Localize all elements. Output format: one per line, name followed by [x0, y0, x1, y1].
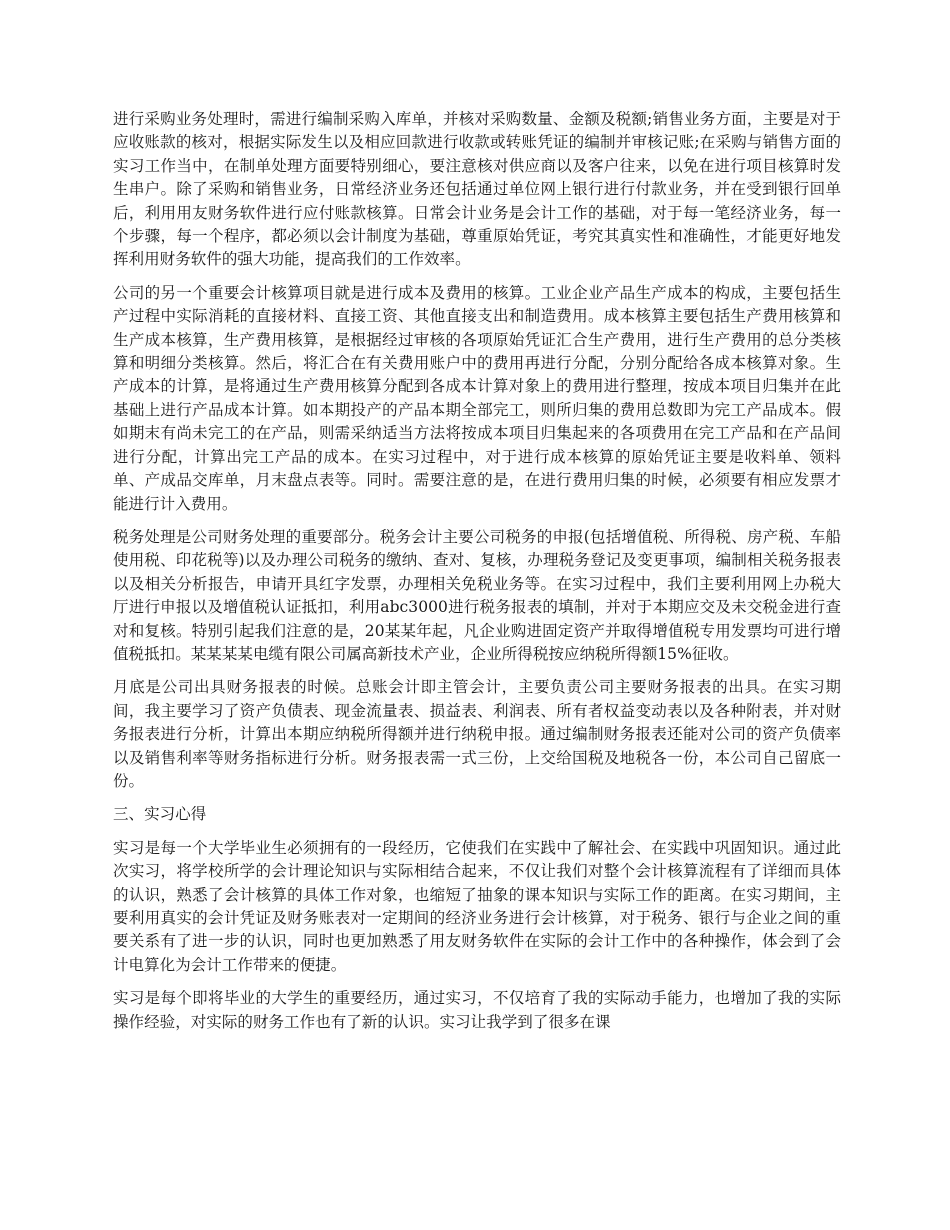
section-heading: 三、实习心得	[113, 805, 207, 824]
paragraph-cost-accounting: 公司的另一个重要会计核算项目就是进行成本及费用的核算。工业企业产品生产成本的构成，主要包括生产过程中实际消耗的直接材料、直接工资、其他直接支出和制造费用。成本核算主要包括生产费用核算和生产成本核算，生产费用核算，是根据经过审核的各项原始凭证汇合生产费用，进行生产费用的总分类核算和明细分类核算。然后，将汇合在有关费用账户中的费用再进行分配，分别分配给各成本核算对象。生产成本的计算，是将通过生产费用核算分配到各成本计算对象上的费用进行整理，按成本项目归集并在此基础上进行产品成本计算。如本期投产的产品本期全部完工，则所归集的费用总数即为完工产品成本。假如期末有尚未完工的在产品，则需采纳适当方法将按成本项目归集起来的各项费用在完工产品和在产品间进行分配，计算出完工产品的成本。在实习过程中，对于进行成本核算的原始凭证主要是收料单、领料单、产成品交库单，月末盘点表等。同时。需要注意的是，在进行费用归集的时候，必须要有相应发票才能进行计入费用。	[113, 283, 841, 513]
paragraph-tax-processing: 税务处理是公司财务处理的重要部分。税务会计主要公司税务的申报(包括增值税、所得税、房产税、车船使用税、印花税等)以及办理公司税务的缴纳、查对、复核，办理税务登记及变更事项，编制相关税务报表以及相关分析报告，申请开具红字发票，办理相关免税业务等。在实习过程中，我们主要利用网上办税大厅进行申报以及增值税认证抵扣，利用abc3000进行税务报表的填制，并对于本期应交及未交税金进行查对和复核。特别引起我们注意的是，20某某年起，凡企业购进固定资产并取得增值税专用发票均可进行增值税抵扣。某某某某电缆有限公司属高新技术产业，企业所得税按应纳税所得额15%征收。	[113, 527, 841, 663]
paragraph-internship-reflection: 实习是每一个大学毕业生必须拥有的一段经历，它使我们在实践中了解社会、在实践中巩固知识。通过此次实习，将学校所学的会计理论知识与实际相结合起来，不仅让我们对整个会计核算流程有了详细而具体的认识，熟悉了会计核算的具体工作对象，也缩短了抽象的课本知识与实际工作的距离。在实习期间，主要利用真实的会计凭证及财务账表对一定期间的经济业务进行会计核算，对于税务、银行与企业之间的重要关系有了进一步的认识，同时也更加熟悉了用友财务软件在实际的会计工作中的各种操作，体会到了会计电算化为会计工作带来的便捷。	[113, 838, 841, 974]
paragraph-internship-experience: 实习是每个即将毕业的大学生的重要经历，通过实习，不仅培育了我的实际动手能力，也增加了我的实际操作经验，对实际的财务工作也有了新的认识。实习让我学到了很多在课	[113, 989, 841, 1031]
document-page	[113, 108, 841, 1044]
paragraph-financial-statements: 月底是公司出具财务报表的时候。总账会计即主管会计，主要负责公司主要财务报表的出具。在实习期间，我主要学习了资产负债表、现金流量表、损益表、利润表、所有者权益变动表以及各种附表，并对财务报表进行分析，计算出本期应纳税所得额并进行纳税申报。通过编制财务报表还能对公司的资产负债率以及销售利率等财务指标进行分析。财务报表需一式三份，上交给国税及地税各一份，本公司自己留底一份。	[113, 678, 841, 790]
paragraph-purchase-sales: 进行采购业务处理时，需进行编制采购入库单，并核对采购数量、金额及税额;销售业务方面，主要是对于应收账款的核对，根据实际发生以及相应回款进行收款或转账凭证的编制并审核记账;在采购与销售方面的实习工作当中，在制单处理方面要特别细心，要注意核对供应商以及客户往来，以免在进行项目核算时发生串户。除了采购和销售业务，日常经济业务还包括通过单位网上银行进行付款业务，并在受到银行回单后，利用用友财务软件进行应付账款核算。日常会计业务是会计工作的基础，对于每一笔经济业务，每一个步骤，每一个程序，都必须以会计制度为基础，尊重原始凭证，考究其真实性和准确性，才能更好地发挥利用财务软件的强大功能，提高我们的工作效率。	[113, 110, 841, 269]
